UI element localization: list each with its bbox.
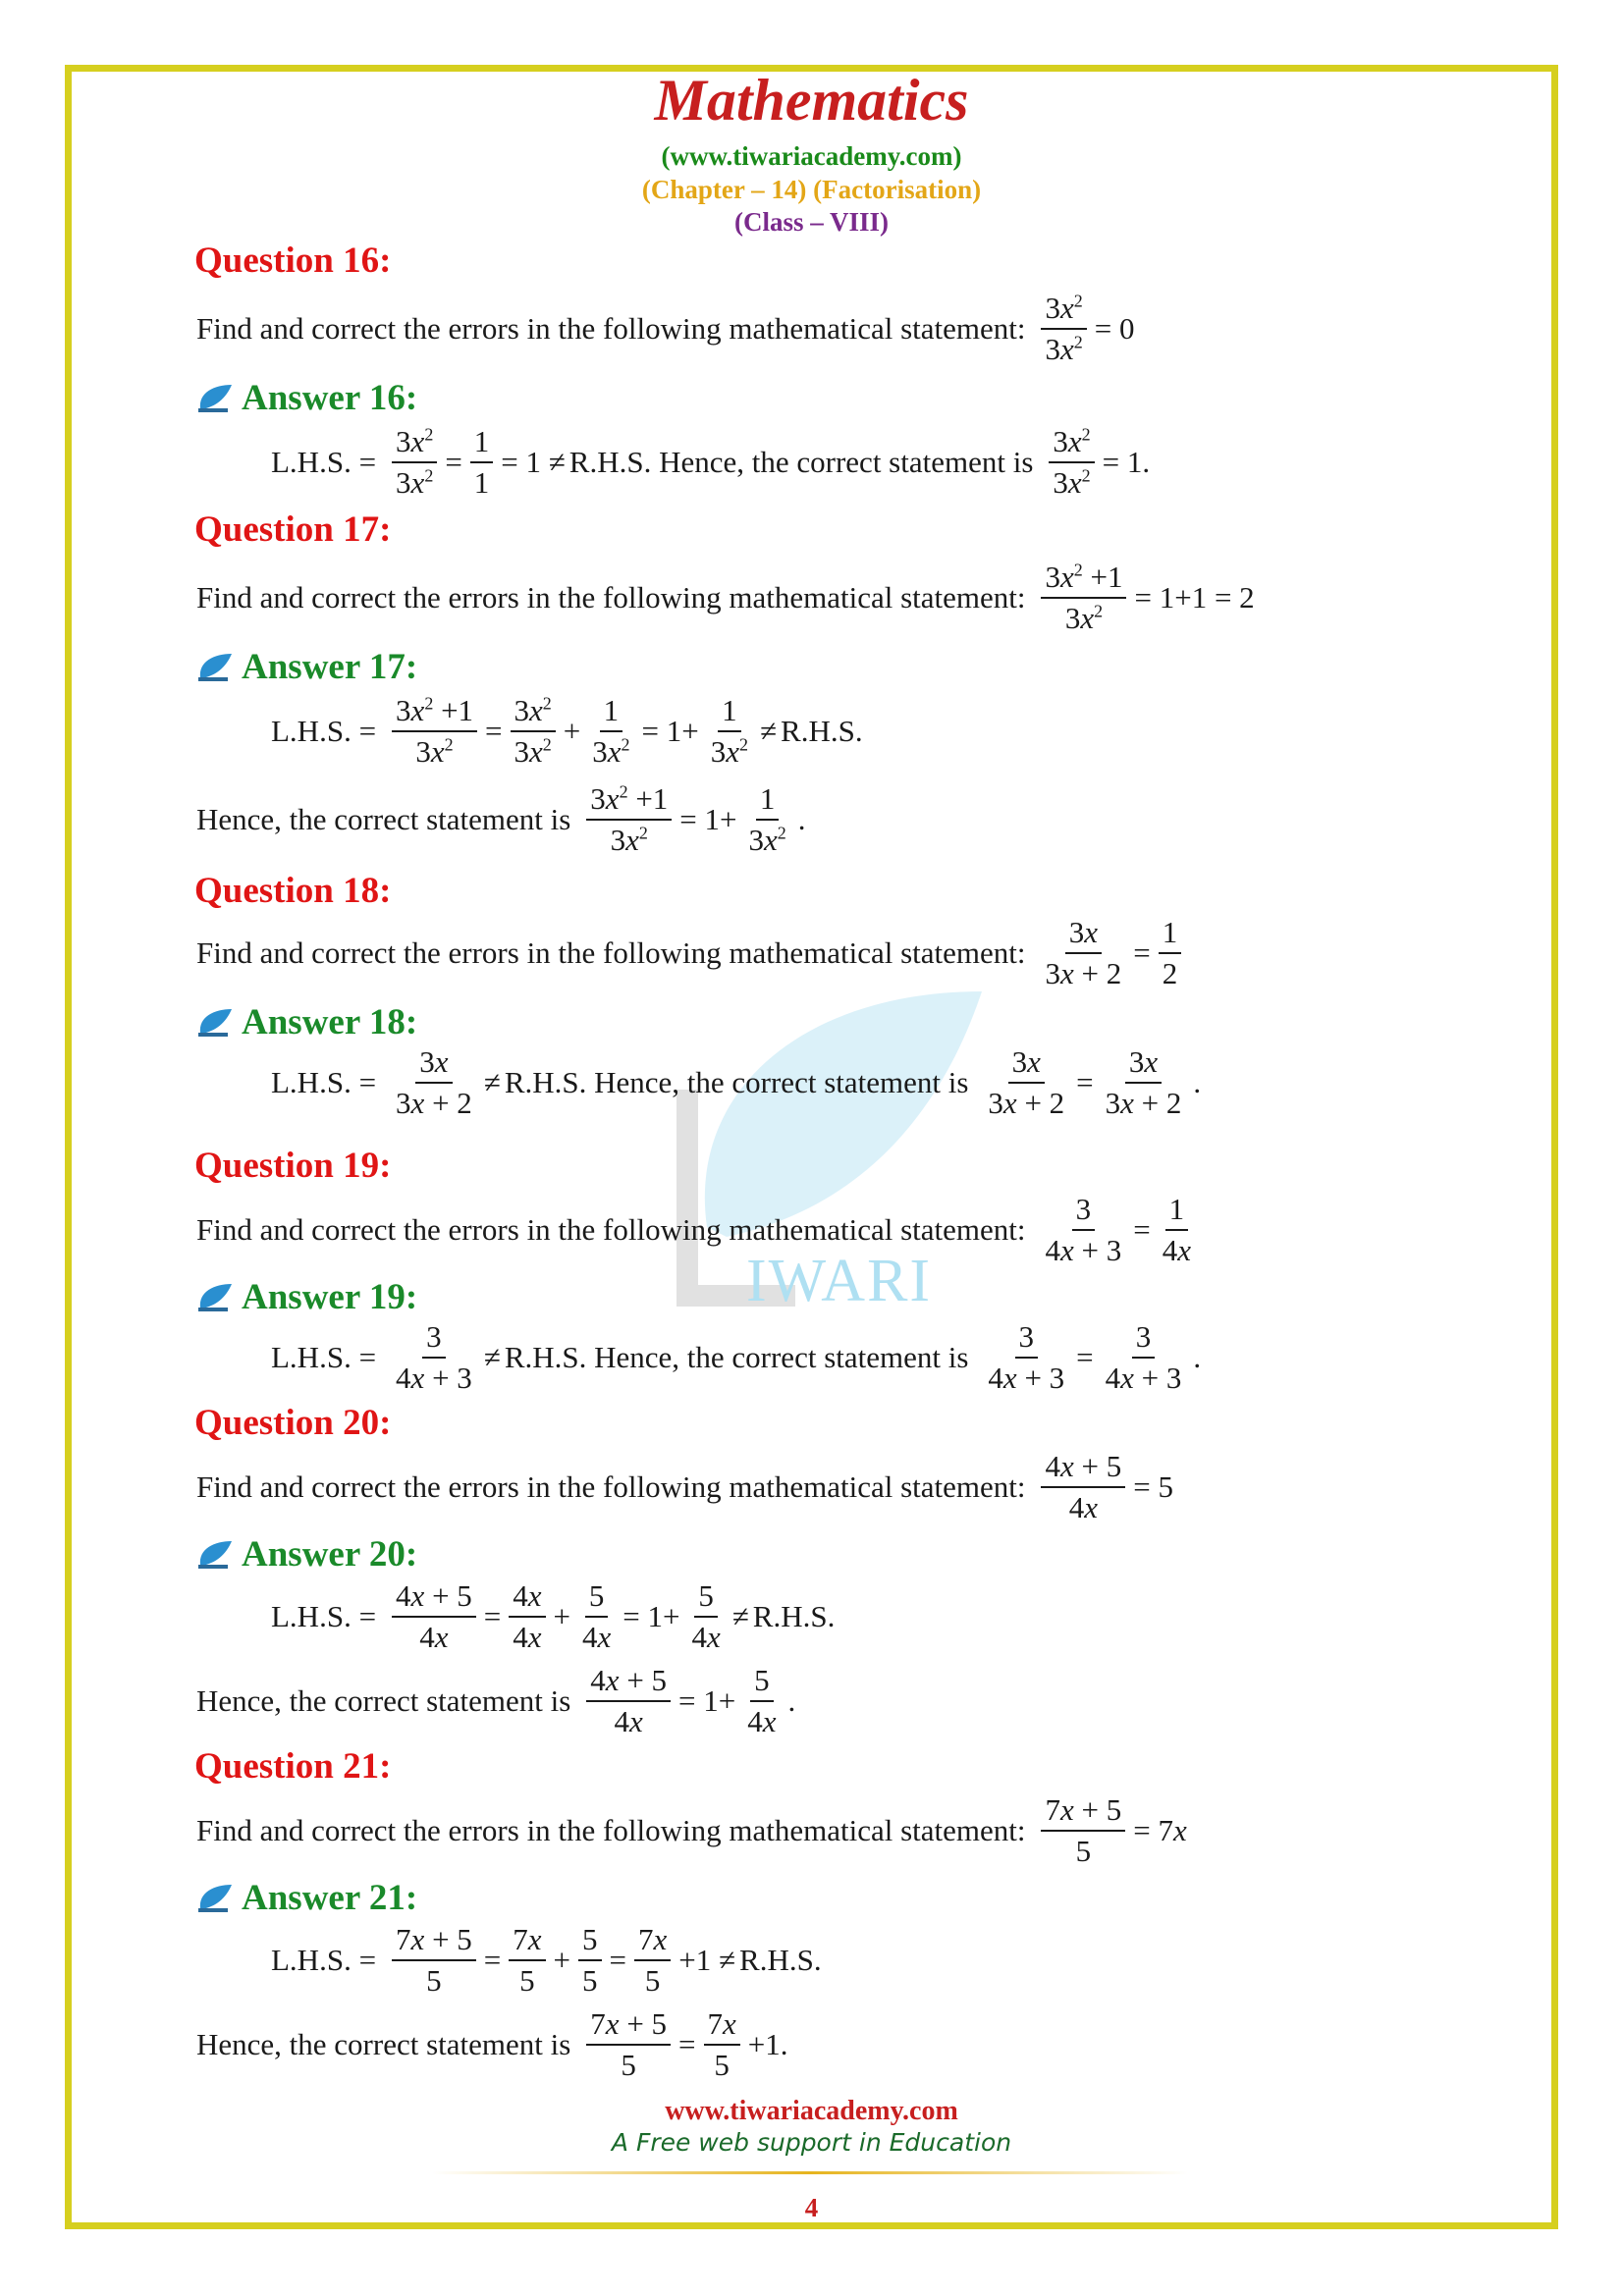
fraction: $\frac{4x + 5}{4x}$ xyxy=(586,1663,671,1738)
question-17-heading: Question 17: xyxy=(194,509,392,550)
answer-17-body: L.H.S. = $\frac{3x^2 +1}{3x^2}$ = $\frac{3x^2}{3x^2}$ + $\frac{1}{3x^2}$ = 1+ $\frac{1}{3x^2}$ ≠ R.H.S. xyxy=(271,693,863,769)
hence-text: Hence, the correct statement is xyxy=(196,1682,571,1718)
fraction: $\frac{1}{4x}$ xyxy=(1162,1192,1191,1267)
question-prompt: Find and correct the errors in the following mathematical statement: xyxy=(196,1211,1026,1247)
fraction: $\frac{3x^2 +1}{3x^2}$ xyxy=(392,693,477,769)
fraction: $\frac{3x^2}{3x^2}$ xyxy=(1041,291,1086,366)
fraction: $\frac{5}{4x}$ xyxy=(582,1578,612,1654)
leaf-icon xyxy=(196,1282,234,1313)
answer-18-body: L.H.S. = $\frac{3x}{3x + 2}$ ≠ R.H.S. Hence, the correct statement is $\frac{3x}{3x + 2}$ = $\frac{3x}{3x + 2}$ . xyxy=(271,1044,1202,1120)
leaf-icon xyxy=(196,652,234,683)
question-16-heading: Question 16: xyxy=(194,240,392,281)
fraction: $\frac{1}{1}$ xyxy=(470,424,494,500)
answer-label: Answer 17: xyxy=(242,647,418,687)
fraction: $\frac{3x^2 +1}{3x^2}$ xyxy=(586,781,672,857)
leaf-icon xyxy=(196,1007,234,1039)
header-site[interactable]: (www.tiwariacademy.com) xyxy=(661,141,962,171)
fraction: $\frac{1}{3x^2}$ xyxy=(748,781,786,857)
answer-21-body: L.H.S. = $\frac{7x + 5}{5}$ = $\frac{7x}{5}$ + $\frac{5}{5}$ = $\frac{7x}{5}$ +1 ≠ R.H.S. xyxy=(271,1922,822,1998)
header-class: (Class – VIII) xyxy=(733,207,890,237)
question-19-statement: Find and correct the errors in the following mathematical statement: $\frac{3}{4x + 3}$ = $\frac{1}{4x}$ xyxy=(196,1192,1199,1267)
question-18-statement: Find and correct the errors in the following mathematical statement: $\frac{3x}{3x + 2}$ = $\frac{1}{2}$ xyxy=(196,915,1185,990)
fraction: $\frac{3}{4x + 3}$ xyxy=(396,1319,472,1395)
answer-20-heading xyxy=(196,1533,417,1575)
question-21-heading: Question 21: xyxy=(194,1746,392,1787)
footer-site-link[interactable]: www.tiwariacademy.com xyxy=(665,2096,958,2126)
fraction: $\frac{7x}{5}$ xyxy=(509,1922,545,1998)
fraction: $\frac{5}{4x}$ xyxy=(747,1663,777,1738)
watermark-text: IWARI xyxy=(746,1248,933,1314)
rhs-hence-text: R.H.S. Hence, the correct statement is xyxy=(568,444,1034,479)
answer-21-conclusion: Hence, the correct statement is $\frac{7x + 5}{5}$ = $\frac{7x}{5}$ +1. xyxy=(196,2006,788,2082)
answer-19-heading xyxy=(196,1276,417,1318)
fraction: $\frac{4x + 5}{4x}$ xyxy=(392,1578,476,1654)
fraction: $\frac{3x}{3x + 2}$ xyxy=(988,1044,1065,1120)
answer-label: Answer 18: xyxy=(242,1002,418,1042)
fraction: $\frac{3}{4x + 3}$ xyxy=(988,1319,1065,1395)
fraction: $\frac{3x}{3x + 2}$ xyxy=(1105,1044,1182,1120)
lhs-label: L.H.S. = xyxy=(271,444,377,479)
answer-19-body: L.H.S. = $\frac{3}{4x + 3}$ ≠ R.H.S. Hence, the correct statement is $\frac{3}{4x + 3}$ = $\frac{3}{4x + 3}$ . xyxy=(271,1319,1202,1395)
lhs-label: L.H.S. = xyxy=(271,1942,377,1977)
page-number: 4 xyxy=(804,2193,819,2222)
lhs-label: L.H.S. = xyxy=(271,1064,377,1099)
leaf-icon xyxy=(196,1883,234,1914)
question-21-statement: Find and correct the errors in the following mathematical statement: $\frac{7x + 5}{5}$ = 7x xyxy=(196,1792,1187,1868)
question-20-statement: Find and correct the errors in the following mathematical statement: $\frac{4x + 5}{4x}$ = 5 xyxy=(196,1449,1173,1524)
answer-16-body: L.H.S. = $\frac{3x^2}{3x^2}$ = $\frac{1}{1}$ = 1 ≠ R.H.S. Hence, the correct statement is $\frac{3x^2}{3x^2}$ = 1. xyxy=(271,424,1151,500)
answer-20-conclusion: Hence, the correct statement is $\frac{4x + 5}{4x}$ = 1+ $\frac{5}{4x}$ . xyxy=(196,1663,796,1738)
rhs-text: R.H.S. xyxy=(739,1942,822,1977)
fraction: $\frac{3x^2 +1}{3x^2}$ xyxy=(1041,560,1126,635)
rhs-text: R.H.S. xyxy=(752,1598,836,1633)
hence-text: Hence, the correct statement is xyxy=(196,2026,571,2061)
fraction: $\frac{4x + 5}{4x}$ xyxy=(1041,1449,1125,1524)
fraction: $\frac{7x + 5}{5}$ xyxy=(586,2006,671,2082)
lhs-label: L.H.S. = xyxy=(271,1339,377,1374)
fraction: $\frac{3x^2}{3x^2}$ xyxy=(1049,424,1094,500)
question-18-heading: Question 18: xyxy=(194,871,392,911)
fraction: $\frac{1}{2}$ xyxy=(1159,915,1182,990)
question-prompt: Find and correct the errors in the following mathematical statement: xyxy=(196,1468,1026,1504)
fraction: $\frac{7x + 5}{5}$ xyxy=(1041,1792,1125,1868)
watermark xyxy=(648,972,1001,1364)
answer-17-conclusion: Hence, the correct statement is $\frac{3x^2 +1}{3x^2}$ = 1+ $\frac{1}{3x^2}$ . xyxy=(196,781,806,857)
answer-label: Answer 16: xyxy=(242,378,418,418)
fraction: $\frac{3x^2}{3x^2}$ xyxy=(511,693,556,769)
hence-text: Hence, the correct statement is xyxy=(196,801,571,836)
rhs-text: R.H.S. xyxy=(781,713,863,748)
fraction: $\frac{1}{3x^2}$ xyxy=(710,693,749,769)
answer-21-heading xyxy=(196,1877,417,1919)
fraction: $\frac{4x}{4x}$ xyxy=(509,1578,545,1654)
leaf-icon xyxy=(196,383,234,414)
rhs-hence-text: R.H.S. Hence, the correct statement is xyxy=(504,1064,969,1099)
question-19-heading: Question 19: xyxy=(194,1146,392,1186)
footer-tagline: A Free web support in Education xyxy=(611,2128,1012,2157)
fraction: $\frac{3x}{3x + 2}$ xyxy=(396,1044,472,1120)
question-20-heading: Question 20: xyxy=(194,1403,392,1443)
fraction: $\frac{3x^2}{3x^2}$ xyxy=(392,424,437,500)
page-title: Mathematics xyxy=(654,68,969,133)
answer-17-heading xyxy=(196,646,417,688)
answer-label: Answer 20: xyxy=(242,1534,418,1575)
fraction: $\frac{7x + 5}{5}$ xyxy=(392,1922,476,1998)
answer-label: Answer 19: xyxy=(242,1277,418,1317)
fraction: $\frac{1}{3x^2}$ xyxy=(592,693,630,769)
fraction: $\frac{7x}{5}$ xyxy=(634,1922,671,1998)
answer-18-heading xyxy=(196,1001,417,1043)
question-16-statement: Find and correct the errors in the following mathematical statement: $\frac{3x^2}{3x^2}$ = 0 xyxy=(196,291,1135,366)
answer-16-heading xyxy=(196,377,417,419)
fraction: $\frac{5}{5}$ xyxy=(578,1922,602,1998)
rhs-hence-text: R.H.S. Hence, the correct statement is xyxy=(504,1339,969,1374)
fraction: $\frac{5}{4x}$ xyxy=(691,1578,721,1654)
question-prompt: Find and correct the errors in the following mathematical statement: xyxy=(196,1812,1026,1847)
lhs-label: L.H.S. = xyxy=(271,1598,377,1633)
fraction: $\frac{3}{4x + 3}$ xyxy=(1105,1319,1182,1395)
fraction: $\frac{3}{4x + 3}$ xyxy=(1045,1192,1122,1267)
footer-divider xyxy=(432,2171,1188,2174)
lhs-label: L.H.S. = xyxy=(271,713,377,748)
fraction: $\frac{3x}{3x + 2}$ xyxy=(1045,915,1122,990)
leaf-icon xyxy=(196,1539,234,1571)
fraction: $\frac{7x}{5}$ xyxy=(704,2006,740,2082)
question-prompt: Find and correct the errors in the following mathematical statement: xyxy=(196,579,1026,614)
question-prompt: Find and correct the errors in the following mathematical statement: xyxy=(196,310,1026,346)
answer-label: Answer 21: xyxy=(242,1878,418,1918)
answer-20-body: L.H.S. = $\frac{4x + 5}{4x}$ = $\frac{4x}{4x}$ + $\frac{5}{4x}$ = 1+ $\frac{5}{4x}$ ≠ R.H.S. xyxy=(271,1578,836,1654)
question-17-statement: Find and correct the errors in the following mathematical statement: $\frac{3x^2 +1}{3x^2}$ = 1+1 = 2 xyxy=(196,560,1255,635)
header-chapter: (Chapter – 14) (Factorisation) xyxy=(641,175,982,204)
question-prompt: Find and correct the errors in the following mathematical statement: xyxy=(196,934,1026,970)
